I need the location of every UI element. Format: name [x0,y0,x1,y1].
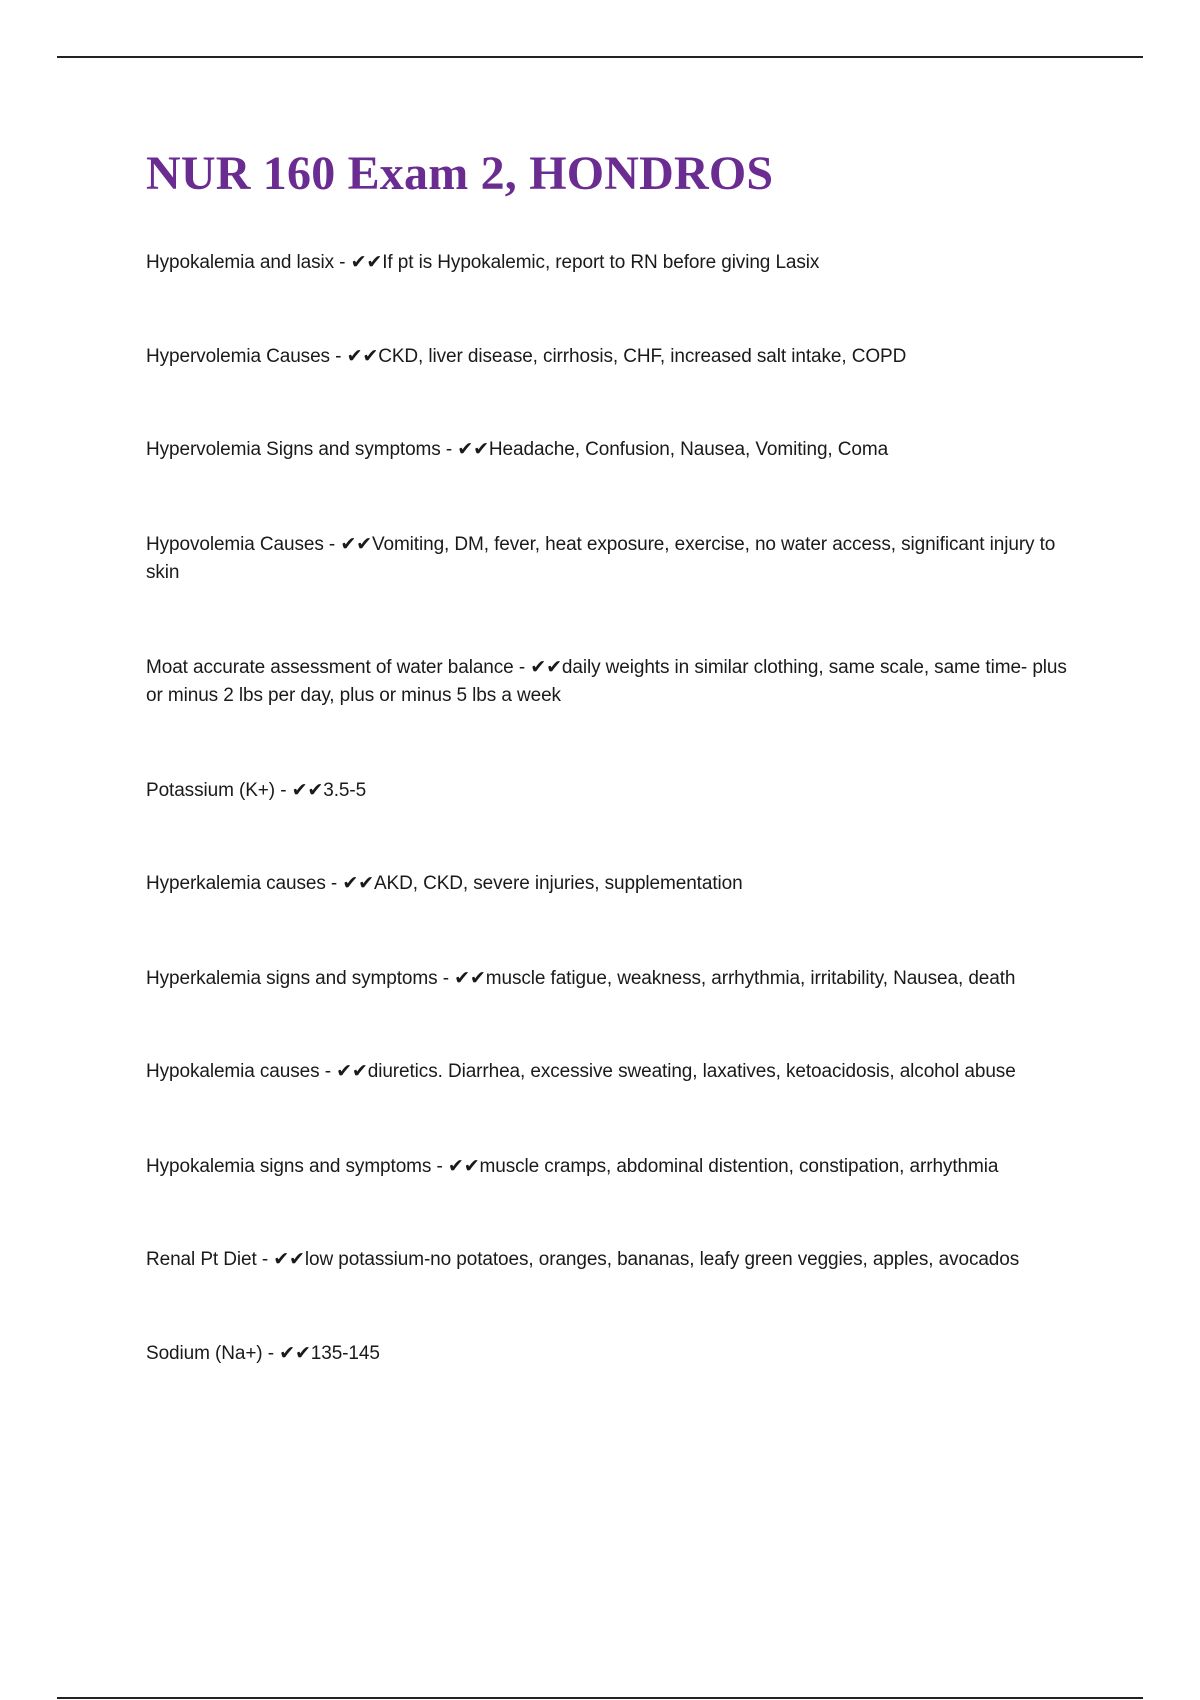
entry-term: Hyperkalemia signs and symptoms [146,968,438,989]
flashcard-entry [146,869,1086,898]
entry-definition: low potassium-no potatoes, oranges, bananas, leafy green veggies, apples, avocados [304,1249,1020,1270]
entry-definition: diuretics. Diarrhea, excessive sweating, laxatives, ketoacidosis, alcohol abuse [367,1061,1016,1082]
document-title: NUR 160 Exam 2, HONDROS [146,147,774,200]
entry-term: Sodium (Na+) [146,1343,263,1364]
entry-term: Hypervolemia Signs and symptoms [146,439,441,460]
top-rule [57,56,1143,58]
check-icon: ✔✔ [273,1248,305,1270]
entry-separator: - [323,534,341,555]
entry-term: Renal Pt Diet [146,1249,257,1270]
entry-term: Hypokalemia signs and symptoms [146,1156,432,1177]
flashcard-entry [146,776,1086,805]
flashcard-entry [146,342,1086,371]
entry-separator: - [325,873,343,894]
flashcard-entry [146,1339,1086,1368]
entry-separator: - [319,1061,337,1082]
entry-separator: - [437,968,455,989]
check-icon: ✔✔ [530,656,562,678]
entry-separator: - [431,1156,448,1177]
check-icon: ✔✔ [454,967,486,989]
entry-definition: Headache, Confusion, Nausea, Vomiting, Coma [488,439,889,460]
check-icon: ✔✔ [447,1155,480,1177]
entry-term: Hypokalemia causes [146,1061,320,1082]
entry-separator: - [329,346,347,367]
check-icon: ✔✔ [340,533,372,555]
check-icon: ✔✔ [279,1342,311,1364]
entry-definition: muscle cramps, abdominal distention, constipation, arrhythmia [479,1156,999,1177]
entry-term: Hypervolemia Causes [146,346,330,367]
entry-separator: - [440,439,458,460]
check-icon: ✔✔ [291,779,324,801]
flashcard-entry [146,1057,1086,1086]
entry-definition: 135-145 [310,1343,380,1364]
flashcard-entry [146,964,1086,993]
flashcard-entry [146,653,1086,710]
entry-definition: 3.5-5 [323,780,367,801]
entry-definition: Vomiting, DM, fever, heat exposure, exercise, no water access, significant injury to skin [146,534,1056,583]
check-icon: ✔✔ [336,1060,368,1082]
entry-separator: - [262,1343,280,1364]
check-icon: ✔✔ [350,251,383,273]
check-icon: ✔✔ [457,438,489,460]
flashcard-entry [146,248,1086,277]
check-icon: ✔✔ [342,872,374,894]
entry-term: Hypovolemia Causes [146,534,324,555]
entry-term: Hyperkalemia causes [146,873,326,894]
flashcard-entry [146,530,1086,587]
entry-term: Potassium (K+) [146,780,276,801]
entry-definition: If pt is Hypokalemic, report to RN before giving Lasix [382,252,820,273]
entry-separator: - [256,1249,274,1270]
entry-separator: - [513,657,531,678]
flashcard-entry [146,435,1086,464]
flashcard-entry [146,1152,1086,1181]
entry-separator: - [275,780,292,801]
flashcard-entry [146,1245,1086,1274]
bottom-rule [57,1697,1143,1699]
entry-definition: daily weights in similar clothing, same scale, same time- plus or minus 2 lbs per day, plus or minus 5 lbs a week [146,657,1067,706]
entry-definition: CKD, liver disease, cirrhosis, CHF, increased salt intake, COPD [378,346,907,367]
check-icon: ✔✔ [346,345,379,367]
entry-definition: AKD, CKD, severe injuries, supplementation [373,873,743,894]
entry-term: Moat accurate assessment of water balance [146,657,514,678]
entry-separator: - [334,252,351,273]
entry-term: Hypokalemia and lasix [146,252,334,273]
entry-definition: muscle fatigue, weakness, arrhythmia, irritability, Nausea, death [485,968,1016,989]
